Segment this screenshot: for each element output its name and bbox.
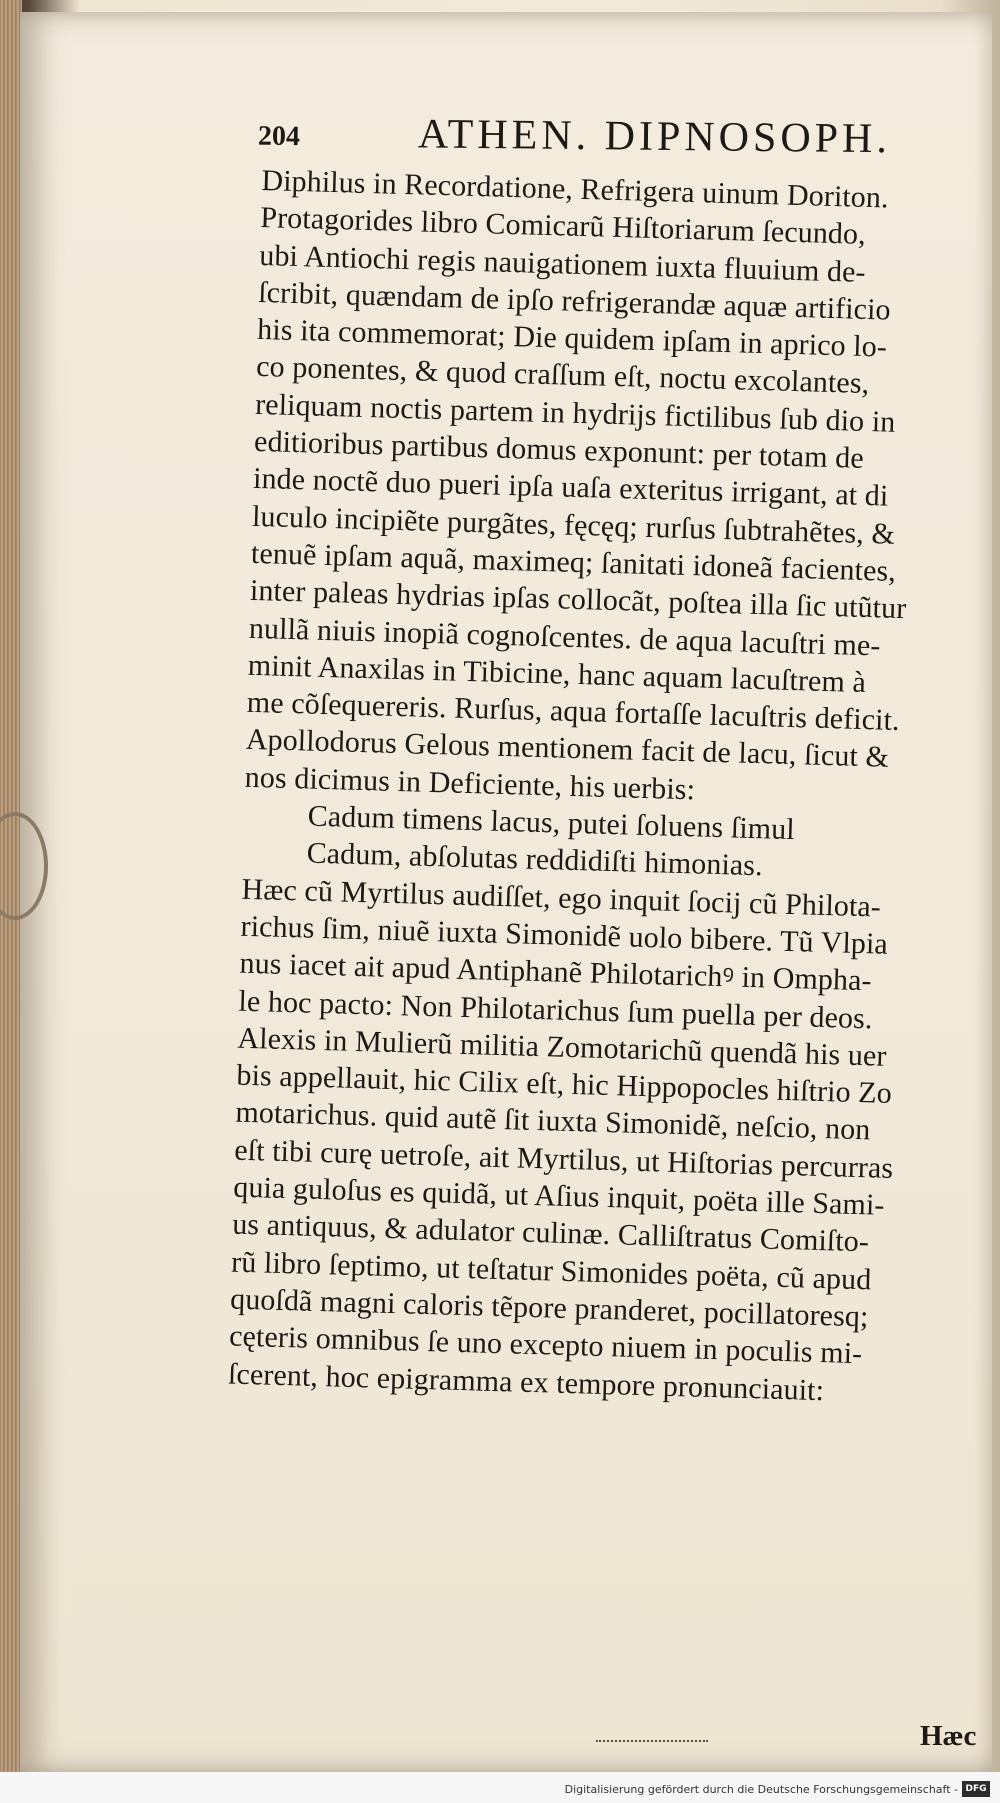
running-head: ATHEN. DIPNOSOPH. <box>417 111 892 163</box>
text-line: co ponentes, & quod craſſum eſt, noctu excolantes, <box>255 350 870 401</box>
text-line: ubi Antiochi regis nauigationem iuxta fluuium de- <box>258 238 867 289</box>
funding-note: Digitalisierung gefördert durch die Deutsche Forschungsgemeinschaft - <box>564 1783 958 1796</box>
dfg-logo-icon: DFG <box>962 1781 990 1797</box>
catchword: Hæc <box>920 1720 977 1752</box>
text-line: nos dicimus in Deficiente, his uerbis: <box>244 760 696 807</box>
text-line: nus iacet ait apud Antiphanẽ Philotarichꝰ in Ompha- <box>239 946 873 998</box>
text-line: cęteris omnibus ſe uno excepto niuem in poculis mi- <box>228 1319 863 1371</box>
text-line: tenuẽ ipſam aquã, maximeq; ſanitati idoneã facientes, <box>250 536 897 588</box>
text-line: minit Anaxilas in Tibicine, hanc aquam lacuſtrem à <box>247 648 867 699</box>
text-line: inde noctẽ duo pueri ipſa uaſa exteritus irrigant, at di <box>252 462 889 513</box>
text-line: Alexis in Mulierũ militia Zomotarichũ quendã his uer <box>237 1021 887 1073</box>
text-line: motarichus. quid autẽ ſit iuxta Simonidẽ, neſcio, non <box>234 1096 871 1147</box>
text-line: Protagorides libro Comicarũ Hiſtoriarum ſecundo, <box>259 201 867 252</box>
text-line: quoſdã magni caloris tẽpore pranderet, pocillatoresq; <box>229 1282 869 1334</box>
text-line: ſcribit, quændam de ipſo refrigerandæ aquæ artificio <box>257 275 892 327</box>
text-line: richus ſim, niuẽ iuxta Simonidẽ uolo bibere. Tũ Vlpia <box>240 909 889 961</box>
text-line: me cõſequereris. Rurſus, aqua fortaſſe lacuſtris deficit. <box>246 685 901 738</box>
text-line: rũ libro ſeptimo, ut teſtatur Simonides poëta, cũ apud <box>230 1245 872 1297</box>
main-text-block <box>228 162 974 1412</box>
text-line: le hoc pacto: Non Philotarichus ſum puella per deos. <box>238 984 874 1035</box>
text-line: bis appellauit, hic Cilix eſt, hic Hippopocles hiſtrio Zo <box>236 1058 893 1111</box>
ornament-divider <box>596 1740 708 1745</box>
text-line: editioribus partibus domus exponunt: per totam de <box>253 424 865 475</box>
text-line: quia guloſus es quidã, ut Aſius inquit, poëta ille Sami- <box>232 1170 885 1222</box>
page-header <box>258 109 898 166</box>
text-line: reliquam noctis partem in hydrijs fictilibus ſub dio in <box>254 387 896 439</box>
text-line: Hæc cũ Myrtilus audiſſet, ego inquit ſocij cũ Philota- <box>241 872 882 924</box>
text-line: Diphilus in Recordatione, Refrigera uinum Doriton. <box>261 163 890 215</box>
text-line: nullã niuis inopiã cognoſcentes. de aqua lacuſtri me- <box>248 611 881 663</box>
text-line: us antiquus, & adulator culinæ. Calliſtratus Comiſto- <box>231 1207 870 1259</box>
text-line: ſcerent, hoc epigramma ex tempore pronunciauit: <box>227 1357 825 1407</box>
verse-line: Cadum timens lacus, putei ſoluens ſimul <box>307 799 796 847</box>
text-line: his ita commemorat; Die quidem ipſam in aprico lo- <box>256 313 888 364</box>
text-line: inter paleas hydrias ipſas collocãt, poſtea illa ſic utũtur <box>249 574 907 626</box>
page-number: 204 <box>257 120 301 153</box>
verse-line: Cadum, abſolutas reddidiſti himonias. <box>306 836 764 883</box>
text-line: luculo incipiẽte purgãtes, fęcęq; rurſus ſubtrahẽtes, & <box>251 499 896 551</box>
text-line: Apollodorus Gelous mentionem facit de lacu, ſicut & <box>245 723 890 775</box>
text-line: eſt tibi curę uetroſe, ait Myrtilus, ut Hiſtorias percurras <box>233 1133 894 1185</box>
